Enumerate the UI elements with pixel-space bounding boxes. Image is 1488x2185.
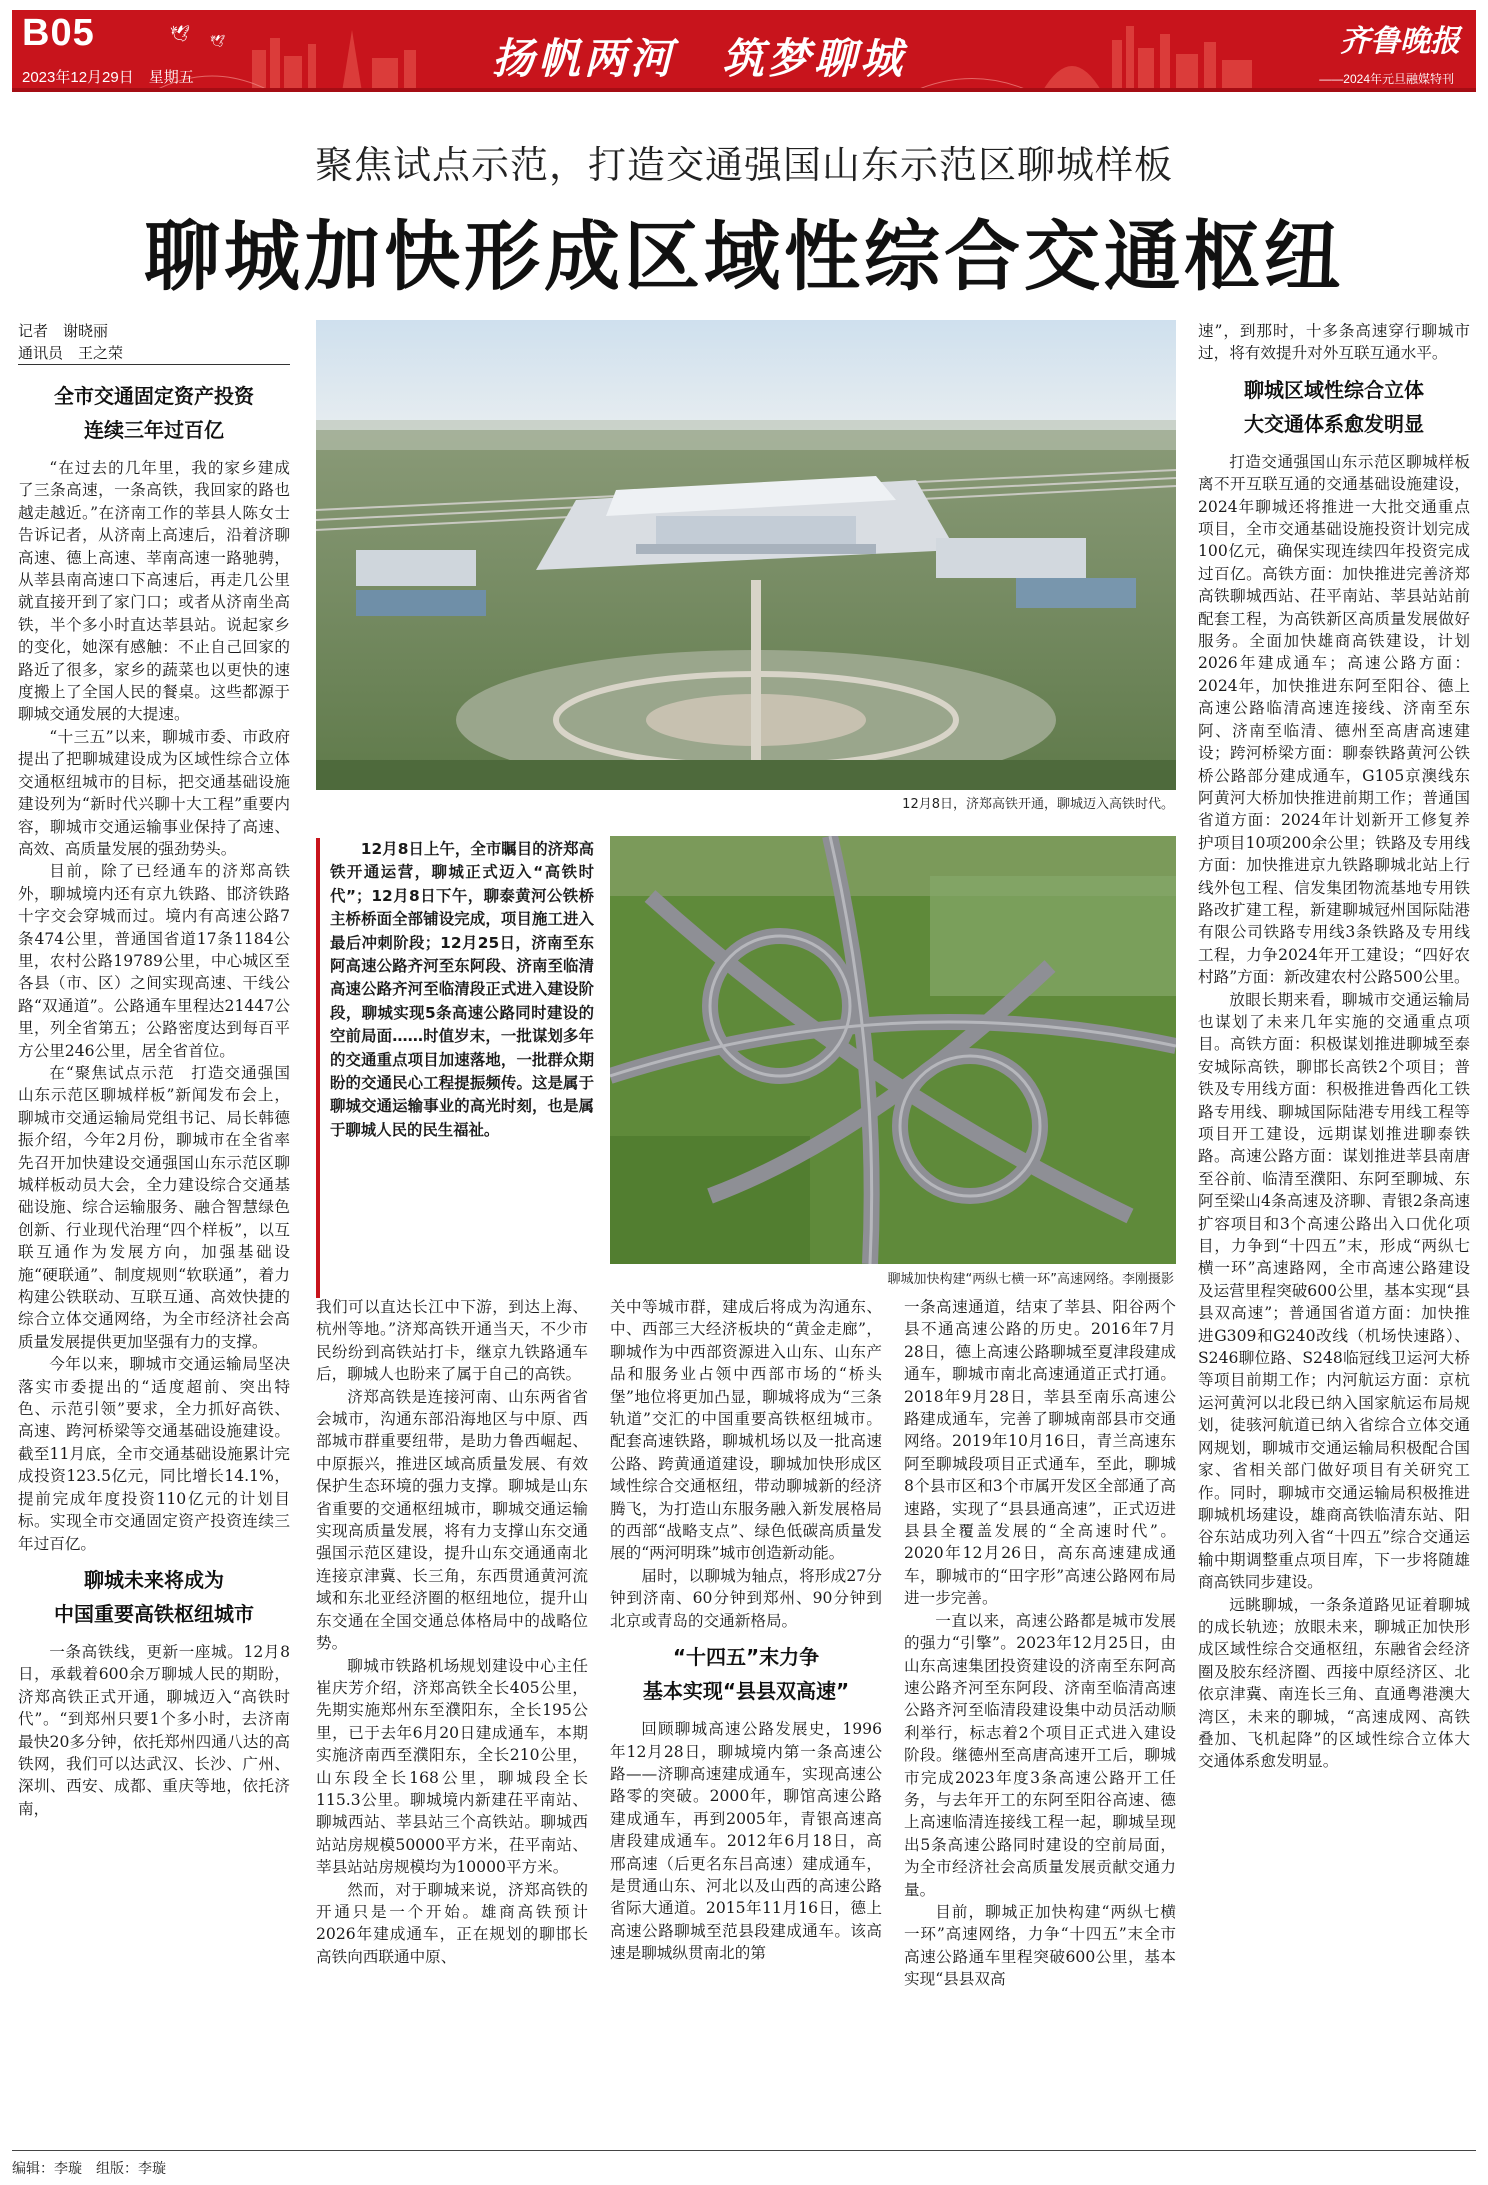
paragraph: 关中等城市群，建成后将成为沟通东、中、西部三大经济板块的“黄金走廊”，聊城作为中西部资源进入山东、山东产品和服务业占领中西部市场的“桥头堡”地位将更加凸显，聊城将成为“三条轨道”交汇的中国重要高铁枢纽城市。配套高速铁路，聊城机场以及一批高速公路、跨黄通道建设，聊城加快形成区域性综合交通枢纽，带动聊城新的经济腾飞，为打造山东服务融入新发展格局的西部“战略支点”、绿色低碳高质量发展的“两河明珠”城市创造新动能。 (610, 1298, 882, 1563)
masthead-banner (12, 10, 1476, 92)
dove-icon: 🕊 (170, 24, 191, 43)
section-heading: “十四五”末力争 基本实现“县县双高速” (642, 1645, 850, 1704)
paragraph: 然而，对于聊城来说，济郑高铁的开通只是一个开始。雄商高铁预计2026年建成通车，正在规划的聊邯长高铁向西联通中原、 (316, 1880, 588, 1966)
newspaper-logo: 齐鲁晚报 (1340, 24, 1460, 59)
byline-correspondent: 通讯员 王之荣 (18, 342, 290, 365)
paragraph: 今年以来，聊城市交通运输局坚决落实市委提出的“适度超前、突出特色、示范引领”要求，全力抓好高铁、高速、跨河桥梁等交通基础设施建设。截至11月底，全市交通基础设施累计完成投资123.5亿元，同比增长14.1%，提前完成年度投资110亿元的计划目标。实现全市交通固定资产投资连续三年过百亿。 (18, 1355, 290, 1553)
article-subheadline: 聚焦试点示范，打造交通强国山东示范区聊城样板 (314, 143, 1173, 187)
paragraph: 放眼长期来看，聊城市交通运输局也谋划了未来几年实施的交通重点项目。高铁方面：积极谋划推进聊城至泰安城际高铁，聊邯长高铁2个项目；普铁及专用线方面：积极推进鲁西化工铁路专用线、聊城国际陆港专用线工程等项目开工建设，远期谋划推进聊泰铁路。高速公路方面：谋划推进莘县南唐至谷前、临清至濮阳、东阿至聊城、东阿至梁山4条高速及济聊、青银2条高速扩容项目和3个高速公路出入口优化项目，力争到“十四五”末，形成“两纵七横一环”高速路网，全市高速公路建设及运营里程突破600公里，基本实现“县县双高速”；普通国省道方面：加快推进G309和G240改线（机场快速路）、S246聊位路、S248临冠线卫运河大桥等项目前期工作；内河航运方面：京杭运河黄河以北段已纳入国家航运布局规划，徒骇河航道已纳入省综合立体交通网规划，聊城市交通运输局积极配合国家、省相关部门做好项目有关研究工作。同时，聊城市交通运输局积极推进聊城机场建设，雄商高铁临清东站、阳谷东站成功列入省“十四五”综合交通运输中期调整重点项目库，下一步将随雄商高铁同步建设。 (1198, 990, 1470, 1592)
footer-divider (12, 2150, 1476, 2151)
interchange-aerial-image (610, 836, 1176, 1264)
photo-caption: 聊城加快构建“两纵七横一环”高速网络。李刚摄影 (887, 1272, 1174, 1287)
section-heading: 聊城未来将成为 中国重要高铁枢纽城市 (54, 1567, 254, 1626)
editor-credits: 编辑：李璇 组版：李璇 (12, 2161, 166, 2177)
paragraph: 济郑高铁是连接河南、山东两省省会城市，沟通东部沿海地区与中原、西部城市群重要纽带，是助力鲁西崛起、中原振兴，推进区域高质量发展、有效保护生态环境的强力支撑。聊城是山东省重要的交通枢纽城市，聊城交通运输实现高质量发展，将有力支撑山东交通强国示范区建设，提升山东交通通南北连接京津冀、长三角，东西贯通黄河流域和东北亚经济圈的枢纽地位，提升山东交通在全国交通总体格局中的战略位势。 (316, 1387, 588, 1653)
column-4 (904, 1296, 1176, 1991)
paragraph: 远眺聊城，一条条道路见证着聊城的成长轨迹；放眼未来，聊城正加快形成区域性综合交通枢纽，东融省会经济圈及胶东经济圈、西接中原经济区、北依京津冀、南连长三角、直通粤港澳大湾区，未来的聊城，“高速成网、高铁叠加、飞机起降”的区域性综合立体大交通体系愈发明显。 (1198, 1595, 1470, 1771)
special-issue-slogan: 扬帆两河 筑梦聊城 (492, 34, 907, 83)
station-aerial-image (316, 320, 1176, 790)
lead-summary-text: 12月8日上午，全市瞩目的济郑高铁开通运营，聊城正式迈入“高铁时代”；12月8日下午，聊泰黄河公铁桥主桥桥面全部铺设完成，项目施工进入最后冲刺阶段；12月25日，济南至东阿高速公路齐河至东阿段、济南至临清高速公路齐河至临清段正式进入建设阶段，聊城实现5条高速公路同时建设的空前局面……时值岁末，一批谋划多年的交通重点项目加速落地，一批群众期盼的交通民心工程提振频传。这是属于聊城交通运输事业的高光时刻，也是属于聊城人民的民生福祉。 (330, 840, 594, 1139)
column-3 (610, 1296, 882, 1965)
paragraph: 目前，聊城正加快构建“两纵七横一环”高速网络，力争“十四五”末全市高速公路通车里程突破600公里，基本实现“县县双高 (904, 1902, 1176, 1989)
paragraph: 届时，以聊城为轴点，将形成27分钟到济南、60分钟到郑州、90分钟到北京或青岛的交通新格局。 (610, 1566, 882, 1630)
column-2 (316, 1296, 588, 1968)
paragraph: 回顾聊城高速公路发展史，1996年12月28日，聊城境内第一条高速公路——济聊高速建成通车，实现高速公路零的突破。2000年，聊馆高速公路建成通车，再到2005年，青银高速高唐段建成通车。2012年6月18日，高邢高速（后更名东吕高速）建成通车，是贯通山东、河北以及山西的高速公路省际大通道。2015年11月16日，德上高速公路聊城至范县段建成通车。该高速是聊城纵贯南北的第 (610, 1720, 882, 1963)
photo-railway-station (316, 320, 1176, 790)
byline-reporter: 记者 谢晓丽 (18, 322, 109, 340)
paragraph: 聊城市铁路机场规划建设中心主任崔庆芳介绍，济郑高铁全长405公里，先期实施郑州东至濮阳东，全长195公里，已于去年6月20日建成通车，本期实施济南西至濮阳东，全长210公里，山东段全长168公里，聊城段全长115.3公里。聊城境内新建茌平南站、聊城西站、莘县站三个高铁站。聊城西站站房规模50000平方米，茌平南站、莘县站站房规模均为10000平方米。 (316, 1656, 588, 1877)
paragraph: 一条高铁线，更新一座城。12月8日，承载着600余万聊城人民的期盼，济郑高铁正式开通，聊城迈入“高铁时代”。“到郑州只要1个多小时，去济南最快20多分钟，依托郑州四通八达的高铁网，我们可以达武汉、长沙、广州、深圳、西安、成都、重庆等地，依托济南， (18, 1642, 290, 1818)
paragraph: 速”，到那时，十多条高速穿行聊城市过，将有效提升对外互联互通水平。 (1198, 322, 1470, 363)
column-1 (18, 320, 290, 1820)
paragraph: 在“聚焦试点示范 打造交通强国山东示范区聊城样板”新闻发布会上，聊城市交通运输局党组书记、局长韩德振介绍，今年2月份，聊城市在全省率先召开加快建设交通强国山东示范区聊城样板动员大会，全力建设综合交通基础设施、综合运输服务、融合智慧绿色创新、行业现代治理“四个样板”，以互联互通作为发展方向，加强基础设施“硬联通”、制度规则“软联通”，着力构建公铁联动、互联互通、高效快捷的综合立体交通网络，为全市经济社会高质量发展提供更加坚强有力的支撑。 (18, 1063, 290, 1351)
paragraph: 打造交通强国山东示范区聊城样板离不开互联互通的交通基础设施建设，2024年聊城还将推进一大批交通重点项目，全市交通基础设施投资计划完成100亿元，确保实现连续四年投资完成过百亿。高铁方面：加快推进完善济郑高铁聊城西站、茌平南站、莘县站站前配套工程，为高铁新区高质量发展做好服务。全面加快雄商高铁建设，计划2026年建成通车；高速公路方面：2024年，加快推进东阿至阳谷、德上高速公路临清高速连接线、济南至东阿、济南至临清、德州至高唐高速建设；跨河桥梁方面：聊泰铁路黄河公铁桥公路部分建成通车，G105京澳线东阿黄河大桥加快推进前期工作；普通国省道方面：2024年计划新开工修复养护项目10项200余公里；铁路及专用线方面：加快推进京九铁路聊城北站上行线外包工程、信发集团物流基地专用铁路改扩建工程，新建聊城冠州国际陆港有限公司铁路专用线3条铁路及专用线工程，力争2024年开工建设；“四好农村路”方面：新改建农村公路500公里。 (1198, 452, 1470, 987)
paragraph: 目前，除了已经通车的济郑高铁外，聊城境内还有京九铁路、邯济铁路十字交会穿城而过。境内有高速公路7条474公里，普通国省道17条1184公里，农村公路19789公里，中心城区至各县（市、区）之间实现高速、干线公路“双通道”。公路通车里程达21447公里，列全省第五；公路密度达到每百平方公里246公里，居全省首位。 (18, 862, 290, 1060)
article-headline: 聊城加快形成区域性综合交通枢纽 (144, 212, 1344, 301)
issue-date: 2023年12月29日 星期五 (22, 69, 194, 86)
lead-summary-box (316, 838, 594, 1298)
section-heading: 全市交通固定资产投资 连续三年过百亿 (54, 384, 254, 442)
dove-icon: 🕊 (210, 34, 226, 48)
column-5 (1198, 320, 1470, 1773)
photo-highway-interchange (610, 836, 1176, 1264)
page-number: B05 (22, 12, 95, 54)
paragraph: 一直以来，高速公路都是城市发展的强力“引擎”。2023年12月25日，由山东高速集团投资建设的济南至东阿高速公路齐河至东阿段、济南至临清高速公路齐河至临清段建设集中动员活动顺利举行，标志着2个项目正式进入建设阶段。继德州至高唐高速开工后，聊城市完成2023年度3条高速公路开工任务，与去年开工的东阿至阳谷高速、德上高速临清连接线工程一起，聊城呈现出5条高速公路同时建设的空前局面，为全市经济社会高质量发展贡献交通力量。 (904, 1611, 1176, 1899)
paragraph: “十三五”以来，聊城市委、市政府提出了把聊城建设成为区域性综合立体交通枢纽城市的目标，把交通基础设施建设列为“新时代兴聊十大工程”重要内容，聊城市交通运输事业保持了高速、高效、高质量发展的强劲势头。 (18, 727, 290, 858)
paragraph: 我们可以直达长江中下游，到达上海、杭州等地。”济郑高铁开通当天，不少市民纷纷到高铁站打卡，继京九铁路通车后，聊城人也盼来了属于自己的高铁。 (316, 1298, 588, 1384)
section-heading: 聊城区域性综合立体 大交通体系愈发明显 (1244, 377, 1424, 436)
edition-note: ——2024年元旦融媒特刊 (1319, 72, 1454, 86)
paragraph: 一条高速通道，结束了莘县、阳谷两个县不通高速公路的历史。2016年7月28日，德上高速公路聊城至夏津段建成通车，聊城市南北高速通道正式打通。2018年9月28日，莘县至南乐高速公路建成通车，完善了聊城南部县市交通网络。2019年10月16日，青兰高速东阿至聊城段项目正式通车，至此，聊城8个县市区和3个市属开发区全部通了高速路，实现了“县县通高速”，正式迈进县县全覆盖发展的“全高速时代”。2020年12月26日，高东高速建成通车，聊城市的“田字形”高速公路网布局进一步完善。 (904, 1298, 1176, 1608)
photo-caption: 12月8日，济郑高铁开通，聊城迈入高铁时代。 (902, 797, 1174, 812)
paragraph: “在过去的几年里，我的家乡建成了三条高速，一条高铁，我回家的路也越走越近。”在济南工作的莘县人陈女士告诉记者，从济南上高速后，沿着济聊高速、德上高速、莘南高速一路驰骋，从莘县南高速口下高速后，再走几公里就直接开到了家门口；或者从济南坐高铁，半个多小时直达莘县站。说起家乡的变化，她深有感触：不止自己回家的路近了很多，家乡的蔬菜也以更快的速度搬上了全国人民的餐桌。这些都源于聊城交通发展的大提速。 (18, 459, 290, 724)
